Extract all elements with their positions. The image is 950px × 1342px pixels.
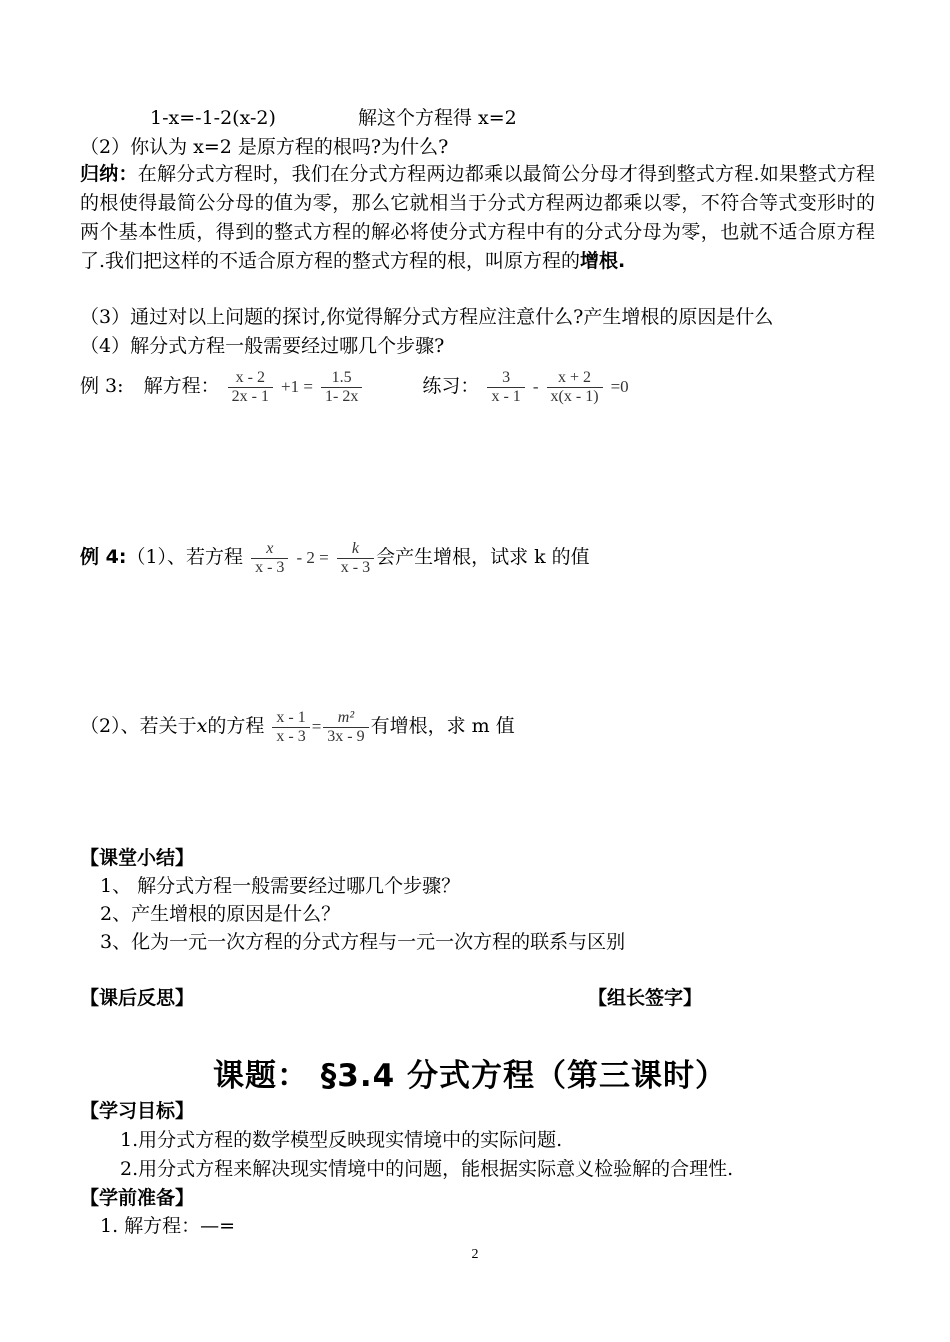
summary-text: 在解分式方程时，我们在分式方程两边都乘以最简公分母才得到整式方程.如果整式方程的根使得最简公分母的值为零，那么它就相当于分式方程两边都乘以零，不符合等式变形时的两个基本性质，得到的整式方程的解必将使分式方程中有的分式分母为零，也就不适合原方程了.我们把这样的不适合原方程的整式方程的根，叫原方程的	[80, 163, 875, 272]
summary-term: 增根.	[580, 250, 626, 272]
question-2: （2）你认为 x=2 是原方程的根吗?为什么?	[80, 136, 449, 158]
page-number: 2	[471, 1247, 479, 1262]
class-summary-heading: 【课堂小结】	[80, 847, 195, 869]
fraction: $\frac{\text{m²}}{3x - 9}$	[323, 709, 368, 746]
class-summary-item: 1、 解分式方程一般需要经过哪几个步骤？	[100, 875, 461, 897]
question-4: （4）解分式方程一般需要经过哪几个步骤?	[80, 335, 445, 357]
objective-item: 1.用分式方程的数学模型反映现实情境中的实际问题.	[120, 1129, 563, 1151]
example-3-label: 例 3:	[80, 375, 124, 397]
example-4-part-2-prefix: （2）、若关于	[80, 715, 197, 737]
class-summary-item: 3、化为一元一次方程的分式方程与一元一次方程的联系与区别	[100, 931, 626, 953]
example-4-part-1	[80, 535, 590, 580]
operator: -	[532, 377, 539, 396]
fraction: $\frac{x - 2}{2x - 1}$	[228, 369, 273, 406]
objective-item: 2.用分式方程来解决现实情境中的问题，能根据实际意义检验解的合理性.	[120, 1158, 734, 1180]
operator: =0	[610, 377, 629, 396]
fraction: $\frac{x - 1}{x - 3}$	[272, 709, 309, 746]
example-3	[80, 364, 629, 409]
example-3-prompt: 解方程：	[143, 375, 220, 397]
fraction: $\frac{k}{x - 3}$	[337, 540, 374, 577]
equation-line	[150, 106, 517, 130]
question-3: （3）通过对以上问题的探讨,你觉得解分式方程应注意什么?产生增根的原因是什么	[80, 306, 774, 328]
example-4-part-2	[80, 704, 515, 749]
signature-heading: 【组长签字】	[588, 987, 703, 1009]
example-4-label: 例 4:	[80, 546, 127, 568]
fraction: $\frac{x + 2}{x(x - 1)}$	[547, 369, 603, 406]
example-4-prefix: （1）、若方程	[126, 546, 244, 568]
operator: - 2 =	[296, 548, 329, 567]
operator: +1 =	[281, 377, 313, 396]
reflection-heading: 【课后反思】	[80, 987, 195, 1009]
practice-label: 练习：	[422, 375, 480, 397]
summary-paragraph	[80, 160, 875, 276]
example-4-part-2-suffix: 有增根，求 m 值	[370, 715, 515, 737]
class-summary-item: 2、产生增根的原因是什么？	[100, 903, 341, 925]
equation-step: 1-x=-1-2(x-2)	[150, 107, 276, 129]
variable: x	[196, 715, 208, 737]
preparation-item: 1. 解方程：—=	[100, 1215, 236, 1237]
objectives-heading: 【学习目标】	[80, 1100, 195, 1122]
fraction: $\frac{x}{x - 3}$	[251, 540, 288, 577]
operator: =	[311, 717, 322, 736]
example-4-suffix: 会产生增根，试求 k 的值	[376, 546, 590, 568]
fraction: $\frac{3}{x - 1}$	[487, 369, 524, 406]
preparation-heading: 【学前准备】	[80, 1187, 195, 1209]
lesson-title: 课题： §3.4 分式方程（第三课时）	[213, 1058, 727, 1094]
fraction: $\frac{1.5}{1- 2x}$	[321, 369, 362, 406]
example-4-part-2-mid: 的方程	[207, 715, 265, 737]
summary-label: 归纳：	[80, 163, 138, 185]
equation-solution: 解这个方程得 x=2	[358, 107, 517, 129]
